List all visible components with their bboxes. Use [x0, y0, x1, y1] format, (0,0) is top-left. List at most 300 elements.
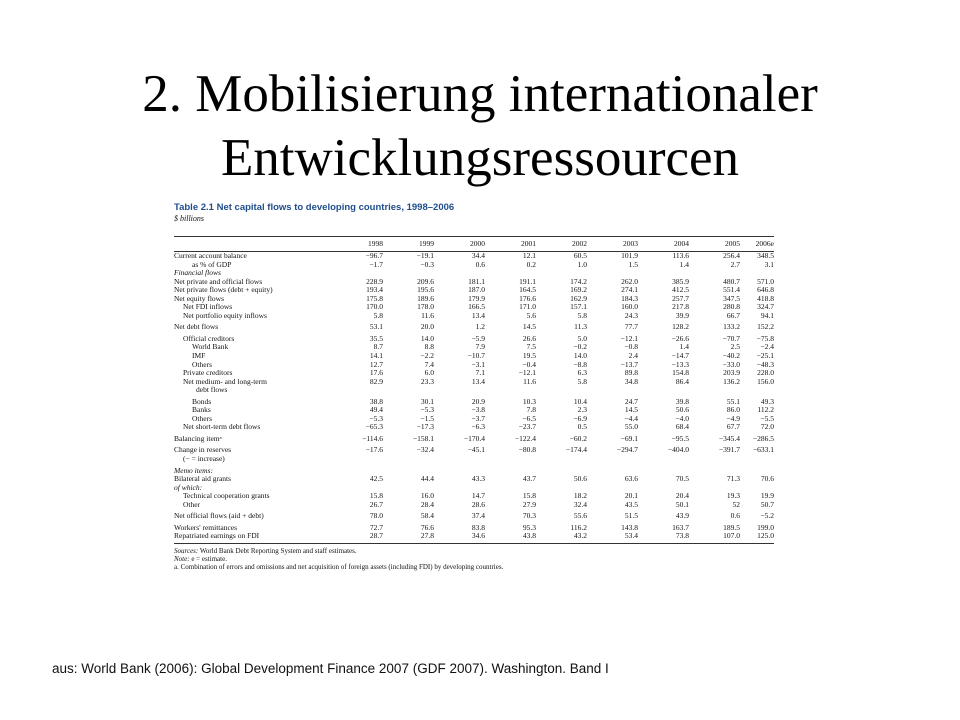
value-cell: −174.4 — [565, 445, 587, 455]
value-cell — [587, 386, 638, 395]
value-cell: 1.2 — [475, 322, 485, 332]
value-cell: 50.6 — [675, 405, 689, 415]
value-cell: −80.8 — [518, 445, 536, 455]
value-cell: 12.7 — [369, 359, 383, 369]
value-cell: 184.3 — [621, 293, 638, 303]
value-cell: −5.2 — [760, 511, 774, 521]
row-label: (− = increase) — [183, 454, 225, 464]
note-text: e = estimate. — [189, 554, 227, 563]
value-cell: 50.1 — [675, 499, 689, 509]
value-cell — [587, 455, 638, 464]
value-cell: −26.6 — [671, 333, 689, 343]
value-cell: −8.8 — [573, 359, 587, 369]
value-cell: 39.8 — [675, 396, 689, 406]
value-cell: 0.6 — [730, 511, 740, 521]
value-cell: −32.4 — [416, 445, 434, 455]
row-label: IMF — [192, 351, 206, 361]
value-cell: 116.2 — [570, 522, 587, 532]
row-label: Repatriated earnings on FDI — [174, 532, 332, 543]
value-cell: 82.9 — [369, 376, 383, 386]
value-cell: 76.6 — [420, 522, 434, 532]
value-cell: 95.3 — [522, 522, 536, 532]
value-cell: 14.5 — [624, 405, 638, 415]
value-cell: 83.8 — [471, 522, 485, 532]
value-cell: 15.8 — [369, 491, 383, 501]
value-cell: −286.5 — [752, 433, 774, 443]
value-cell: 189.6 — [417, 293, 434, 303]
value-cell: 2.7 — [730, 259, 740, 269]
value-cell — [638, 455, 689, 464]
value-cell: −12.1 — [620, 333, 638, 343]
value-cell: 19.5 — [522, 351, 536, 361]
value-cell: −0.4 — [522, 359, 536, 369]
value-cell: 86.4 — [675, 376, 689, 386]
slide-title-line-1: 2. Mobilisierung internationaler — [142, 65, 818, 123]
value-cell: −6.5 — [522, 413, 536, 423]
year-header: 2002 — [536, 237, 587, 252]
value-cell — [485, 455, 536, 464]
value-cell: 195.6 — [417, 285, 434, 295]
row-label: debt flows — [196, 385, 228, 395]
value-cell: 14.0 — [420, 333, 434, 343]
value-cell: −23.7 — [518, 422, 536, 432]
table-row — [174, 532, 774, 543]
source-citation: aus: World Bank (2006): Global Development Finance 2007 (GDF 2007). Washington. Band I — [52, 661, 609, 676]
value-cell — [536, 455, 587, 464]
sources-label: Sources: — [174, 546, 199, 555]
value-cell: 58.4 — [420, 511, 434, 521]
value-cell: 43.3 — [471, 474, 485, 484]
table-header-row — [174, 237, 774, 252]
row-label: Net official flows (aid + debt) — [174, 511, 264, 521]
value-cell: 133.2 — [723, 322, 740, 332]
value-cell: −13.3 — [671, 359, 689, 369]
capital-flows-table — [174, 236, 774, 544]
value-cell: 50.6 — [573, 474, 587, 484]
value-cell: 68.4 — [675, 422, 689, 432]
value-cell: 26.7 — [369, 499, 383, 509]
value-cell: 26.6 — [522, 333, 536, 343]
slide-title — [0, 62, 960, 190]
value-cell: −158.1 — [412, 433, 434, 443]
value-cell: 256.4 — [723, 251, 740, 260]
value-cell: 10.3 — [522, 396, 536, 406]
value-cell: 73.8 — [638, 532, 689, 543]
value-cell: 34.6 — [434, 532, 485, 543]
value-cell: 1.4 — [679, 342, 689, 352]
value-cell: 189.5 — [723, 522, 740, 532]
value-cell: −48.3 — [756, 359, 774, 369]
row-label: Others — [192, 413, 212, 423]
value-cell: 18.2 — [573, 491, 587, 501]
value-cell: 51.5 — [624, 511, 638, 521]
value-cell: 262.0 — [621, 276, 638, 286]
table-units: $ billions — [174, 214, 205, 223]
capital-flows-table-figure — [174, 202, 774, 571]
value-cell: 19.9 — [760, 491, 774, 501]
year-header: 2003 — [587, 237, 638, 252]
value-cell: 94.1 — [760, 310, 774, 320]
table-row — [174, 443, 774, 455]
value-cell: 179.9 — [468, 293, 485, 303]
value-cell: 7.5 — [526, 342, 536, 352]
row-label: Bonds — [192, 396, 212, 406]
value-cell: 5.6 — [526, 310, 536, 320]
row-label: Bilateral aid grants — [174, 474, 232, 484]
value-cell: 107.0 — [689, 532, 740, 543]
value-cell: 101.9 — [621, 251, 638, 260]
slide-title-line-2: Entwicklungsressourcen — [220, 129, 740, 187]
value-cell: 5.8 — [577, 310, 587, 320]
value-cell: 14.5 — [522, 322, 536, 332]
value-cell: 209.6 — [417, 276, 434, 286]
value-cell — [536, 386, 587, 395]
value-cell: 16.0 — [420, 491, 434, 501]
value-cell: 0.2 — [526, 259, 536, 269]
value-cell — [332, 386, 383, 395]
value-cell: −70.7 — [722, 333, 740, 343]
value-cell: −0.2 — [573, 342, 587, 352]
value-cell: 27.8 — [383, 532, 434, 543]
value-cell: 152.2 — [757, 322, 774, 332]
value-cell: 23.3 — [420, 376, 434, 386]
value-cell: 160.0 — [621, 302, 638, 312]
value-cell: 71.3 — [726, 474, 740, 484]
value-cell: −65.3 — [365, 422, 383, 432]
table-row — [174, 312, 774, 321]
value-cell: 49.4 — [369, 405, 383, 415]
header-label-cell — [174, 237, 312, 252]
table-row — [174, 455, 774, 464]
value-cell: 14.1 — [369, 351, 383, 361]
value-cell: 646.8 — [757, 285, 774, 295]
value-cell: 418.8 — [757, 293, 774, 303]
value-cell: −5.3 — [420, 405, 434, 415]
value-cell: 193.4 — [366, 285, 383, 295]
value-cell: −13.7 — [620, 359, 638, 369]
value-cell: 0.6 — [475, 259, 485, 269]
value-cell: 34.8 — [624, 376, 638, 386]
value-cell: 44.4 — [420, 474, 434, 484]
row-label: Financial flows — [174, 268, 221, 278]
year-header: 1998 — [332, 237, 383, 252]
row-label: Official creditors — [183, 333, 235, 343]
value-cell: −17.3 — [416, 422, 434, 432]
value-cell: 5.8 — [577, 376, 587, 386]
table-caption: Table 2.1 Net capital flows to developing countries, 1998–2006 — [174, 202, 455, 213]
value-cell: 7.1 — [475, 368, 485, 378]
value-cell: −5.3 — [369, 413, 383, 423]
value-cell: 3.1 — [764, 259, 774, 269]
value-cell: 55.6 — [573, 511, 587, 521]
value-cell: 154.8 — [672, 368, 689, 378]
year-header: 1999 — [383, 237, 434, 252]
value-cell: 53.1 — [369, 322, 383, 332]
value-cell: 324.7 — [757, 302, 774, 312]
value-cell: 175.8 — [366, 293, 383, 303]
value-cell: 78.0 — [369, 511, 383, 521]
value-cell: 178.0 — [417, 302, 434, 312]
value-cell: −33.0 — [722, 359, 740, 369]
value-cell: 551.4 — [723, 285, 740, 295]
value-cell: −3.7 — [471, 413, 485, 423]
value-cell: 24.3 — [624, 310, 638, 320]
value-cell: 11.3 — [574, 322, 587, 332]
year-header: 2004 — [638, 237, 689, 252]
value-cell: −122.4 — [514, 433, 536, 443]
value-cell: −96.7 — [365, 251, 383, 260]
value-cell: 171.0 — [519, 302, 536, 312]
value-cell — [434, 455, 485, 464]
value-cell — [332, 455, 383, 464]
year-header: 2006e — [740, 237, 774, 252]
value-cell: 11.6 — [523, 376, 536, 386]
value-cell: 14.7 — [471, 491, 485, 501]
value-cell: 66.7 — [726, 310, 740, 320]
value-cell: 38.8 — [369, 396, 383, 406]
value-cell: 162.9 — [570, 293, 587, 303]
value-cell: −69.1 — [620, 433, 638, 443]
value-cell: 8.8 — [424, 342, 434, 352]
value-cell: −12.1 — [518, 368, 536, 378]
value-cell: 43.8 — [485, 532, 536, 543]
row-label: Banks — [192, 405, 211, 415]
value-cell: 70.3 — [522, 511, 536, 521]
value-cell: −391.7 — [718, 445, 740, 455]
value-cell: 174.2 — [570, 276, 587, 286]
table-row — [174, 475, 774, 484]
value-cell: −4.9 — [726, 413, 740, 423]
value-cell: −6.9 — [573, 413, 587, 423]
value-cell — [383, 455, 434, 464]
value-cell: 20.0 — [420, 322, 434, 332]
value-cell: 70.6 — [760, 474, 774, 484]
value-cell — [740, 386, 774, 395]
value-cell: 49.3 — [760, 396, 774, 406]
table-row — [174, 501, 774, 510]
row-label: Others — [192, 359, 212, 369]
table-row — [174, 261, 774, 270]
row-label: Current account balance — [174, 251, 247, 260]
value-cell: 228.0 — [757, 368, 774, 378]
value-cell — [638, 386, 689, 395]
value-cell — [740, 455, 774, 464]
table-row — [174, 386, 774, 395]
value-cell: 169.2 — [570, 285, 587, 295]
year-header: 2001 — [485, 237, 536, 252]
value-cell: −170.4 — [463, 433, 485, 443]
value-cell: −14.7 — [671, 351, 689, 361]
row-label: Net FDI inflows — [183, 302, 233, 312]
value-cell: 7.8 — [526, 405, 536, 415]
table-notes — [174, 547, 774, 571]
row-label: World Bank — [192, 342, 229, 352]
value-cell: −19.1 — [416, 251, 434, 260]
value-cell: 13.4 — [471, 376, 485, 386]
row-label: Private creditors — [183, 368, 233, 378]
value-cell: 157.1 — [570, 302, 587, 312]
row-label: Balancing itemᵃ — [174, 433, 222, 443]
table-body — [174, 252, 774, 544]
value-cell: −5.5 — [760, 413, 774, 423]
value-cell: 2.3 — [577, 405, 587, 415]
value-cell: −404.0 — [667, 445, 689, 455]
row-label: of which: — [174, 482, 203, 492]
value-cell: 24.7 — [624, 396, 638, 406]
sources-text: World Bank Debt Reporting System and staff estimates. — [198, 546, 357, 555]
value-cell: 1.5 — [628, 259, 638, 269]
value-cell: 2.4 — [628, 351, 638, 361]
table-row — [174, 320, 774, 332]
row-label: Net private and official flows — [174, 276, 263, 286]
value-cell: 63.6 — [624, 474, 638, 484]
value-cell: −1.7 — [369, 259, 383, 269]
value-cell: 203.9 — [723, 368, 740, 378]
value-cell: 55.0 — [624, 422, 638, 432]
value-cell: −114.6 — [362, 433, 383, 443]
value-cell: 13.4 — [471, 310, 485, 320]
value-cell: 191.1 — [519, 276, 536, 286]
value-cell: −294.7 — [616, 445, 638, 455]
value-cell: 187.0 — [468, 285, 485, 295]
row-label: Net equity flows — [174, 293, 224, 303]
row-label: Technical cooperation grants — [183, 491, 270, 501]
value-cell — [434, 386, 485, 395]
value-cell: 20.4 — [675, 491, 689, 501]
value-cell: −1.5 — [420, 413, 434, 423]
value-cell: 199.0 — [757, 522, 774, 532]
row-label: Net portfolio equity inflows — [183, 310, 267, 320]
value-cell: 37.4 — [471, 511, 485, 521]
value-cell: 136.2 — [723, 376, 740, 386]
value-cell: 480.7 — [723, 276, 740, 286]
value-cell: 27.9 — [522, 499, 536, 509]
value-cell: 1.4 — [679, 259, 689, 269]
value-cell: −5.9 — [471, 333, 485, 343]
value-cell: 72.0 — [760, 422, 774, 432]
value-cell: 348.5 — [757, 251, 774, 260]
value-cell: 72.7 — [369, 522, 383, 532]
value-cell: 176.6 — [519, 293, 536, 303]
value-cell: −45.1 — [467, 445, 485, 455]
value-cell: −10.7 — [467, 351, 485, 361]
sources-note — [174, 547, 774, 555]
value-cell: 67.7 — [726, 422, 740, 432]
value-cell — [689, 455, 740, 464]
value-cell: 163.7 — [672, 522, 689, 532]
value-cell: 35.5 — [369, 333, 383, 343]
value-cell: 15.8 — [522, 491, 536, 501]
value-cell: 50.7 — [760, 499, 774, 509]
value-cell: 5.8 — [373, 310, 383, 320]
value-cell: 20.9 — [471, 396, 485, 406]
value-cell: 70.5 — [675, 474, 689, 484]
value-cell: 1.0 — [577, 259, 587, 269]
value-cell — [383, 386, 434, 395]
value-cell: 43.9 — [675, 511, 689, 521]
value-cell: 112.2 — [757, 405, 774, 415]
header-spacer — [312, 237, 332, 252]
value-cell: −633.1 — [752, 445, 774, 455]
value-cell: 217.8 — [672, 302, 689, 312]
value-cell: 53.4 — [587, 532, 638, 543]
value-cell: −60.2 — [569, 433, 587, 443]
row-label: as % of GDP — [192, 259, 232, 269]
value-cell: 43.2 — [536, 532, 587, 543]
value-cell: 6.0 — [424, 368, 434, 378]
row-label: Memo items: — [174, 465, 213, 475]
value-cell: 28.6 — [471, 499, 485, 509]
value-cell: −3.8 — [471, 405, 485, 415]
value-cell: −40.2 — [722, 351, 740, 361]
value-cell: 89.8 — [624, 368, 638, 378]
value-cell: 164.5 — [519, 285, 536, 295]
value-cell: 2.5 — [730, 342, 740, 352]
value-cell: 77.7 — [624, 322, 638, 332]
row-label: Other — [183, 499, 201, 509]
value-cell: 156.0 — [757, 376, 774, 386]
value-cell: 28.4 — [420, 499, 434, 509]
table-row — [174, 432, 774, 444]
note-label: Note: — [174, 554, 190, 563]
value-cell: 6.3 — [577, 368, 587, 378]
year-header: 2005 — [689, 237, 740, 252]
value-cell: 181.1 — [468, 276, 485, 286]
value-cell — [689, 386, 740, 395]
footnote-a: a. Combination of errors and omissions and net acquisition of foreign assets (including FDI) by developing countries. — [174, 562, 504, 571]
value-cell: 8.7 — [373, 342, 383, 352]
row-label: Net medium- and long-term — [183, 376, 267, 386]
value-cell: 43.7 — [522, 474, 536, 484]
value-cell: −2.2 — [420, 351, 434, 361]
value-cell: −17.6 — [365, 445, 383, 455]
value-cell: 385.9 — [672, 276, 689, 286]
value-cell: 128.2 — [672, 322, 689, 332]
row-label: Net debt flows — [174, 322, 219, 332]
value-cell: 143.8 — [621, 522, 638, 532]
value-cell: 32.4 — [573, 499, 587, 509]
value-cell: 257.7 — [672, 293, 689, 303]
value-cell: 412.5 — [672, 285, 689, 295]
value-cell: 170.0 — [366, 302, 383, 312]
estimate-note — [174, 555, 774, 563]
value-cell: 34.4 — [471, 251, 485, 260]
value-cell: 28.7 — [332, 532, 383, 543]
value-cell: −6.3 — [471, 422, 485, 432]
value-cell: 39.9 — [675, 310, 689, 320]
value-cell: 60.5 — [573, 251, 587, 260]
value-cell: 19.3 — [726, 491, 740, 501]
value-cell: 113.6 — [672, 251, 689, 260]
value-cell: 42.5 — [369, 474, 383, 484]
table-row — [174, 423, 774, 432]
row-label: Net short-term debt flows — [183, 422, 261, 432]
value-cell: −4.0 — [675, 413, 689, 423]
value-cell: 0.5 — [577, 422, 587, 432]
value-cell: 86.0 — [726, 405, 740, 415]
value-cell: 17.6 — [369, 368, 383, 378]
table-row — [174, 378, 774, 387]
value-cell: 12.1 — [522, 251, 536, 260]
value-cell: 7.4 — [424, 359, 434, 369]
value-cell: −95.5 — [671, 433, 689, 443]
value-cell: 125.0 — [740, 532, 774, 543]
value-cell: 11.6 — [421, 310, 434, 320]
value-cell: −25.1 — [756, 351, 774, 361]
value-cell: 10.4 — [573, 396, 587, 406]
value-cell: 14.0 — [573, 351, 587, 361]
year-header: 2000 — [434, 237, 485, 252]
